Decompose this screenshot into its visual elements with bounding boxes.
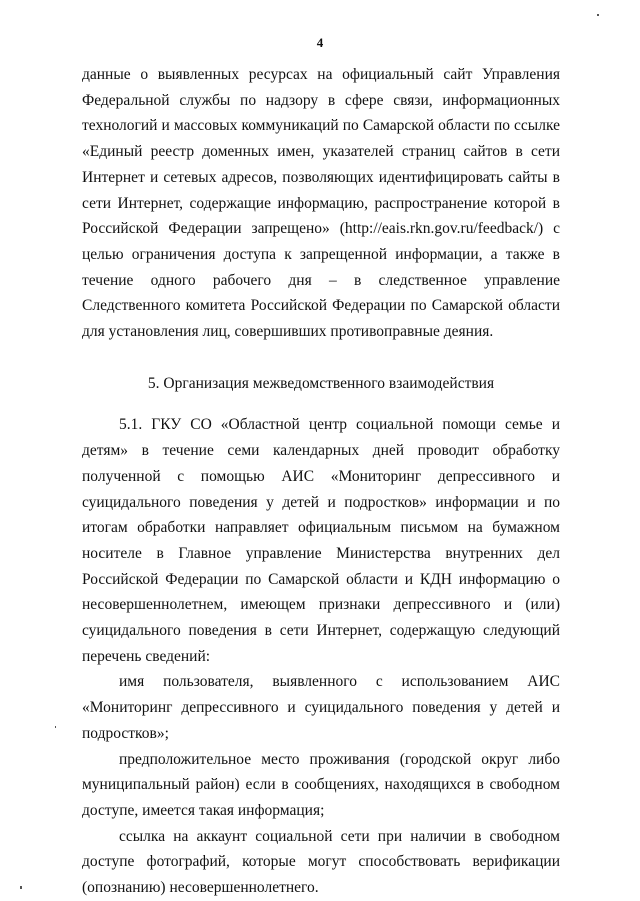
document-body [82,62,560,901]
intro-paragraph: данные о выявленных ресурсах на официальный сайт Управления Федеральной службы по надзору в сфере связи, информационных технологий и массовых коммуникаций по Самарской области по ссылке «Единый реестр доменных имен, указателей страниц сайтов в сети Интернет и сетевых адресов, позволяющих идентифицировать сайты в сети Интернет, содержащие информацию, распространение которой в Российской Федерации запрещено» (http://eais.rkn.gov.ru/feedback/) с целью ограничения доступа к запрещенной информации, а также в течение одного рабочего дня – в следственное управление Следственного комитета Российской Федерации по Самарской области для установления лиц, совершивших противоправные деяния. [82,66,560,341]
paragraph-5-1: 5.1. ГКУ СО «Областной центр социальной помощи семье и детям» в течение семи календарных дней проводит обработку полученной с помощью АИС «Мониторинг депрессивного и суицидального поведения у детей и подростков» информации и по итогам обработки направляет официальным письмом на бумажном носителе в Главное управление Министерства внутренних дел Российской Федерации по Самарской области и КДН информацию о несовершеннолетнем, имеющем признаки депрессивного и (или) суицидального поведения в сети Интернет, содержащую следующий перечень сведений: [82,416,560,665]
list-item: имя пользователя, выявленного с использованием АИС «Мониторинг депрессивного и суицидального поведения у детей и подростков»; [82,673,560,742]
scan-speck [20,886,22,889]
list-item: ссылка на аккаунт социальной сети при наличии в свободном доступе фотографий, которые могут способствовать верификации (опознанию) несовершеннолетнего. [82,827,560,897]
scan-speck [55,726,56,728]
section-heading: 5. Организация межведомственного взаимодействия [147,374,495,392]
scan-speck [597,14,599,16]
list-item: предположительное место проживания (городской округ либо муниципальный район) если в сообщениях, находящихся в свободном доступе, имеется такая информация; [82,750,560,819]
page-number: 4 [316,35,324,50]
